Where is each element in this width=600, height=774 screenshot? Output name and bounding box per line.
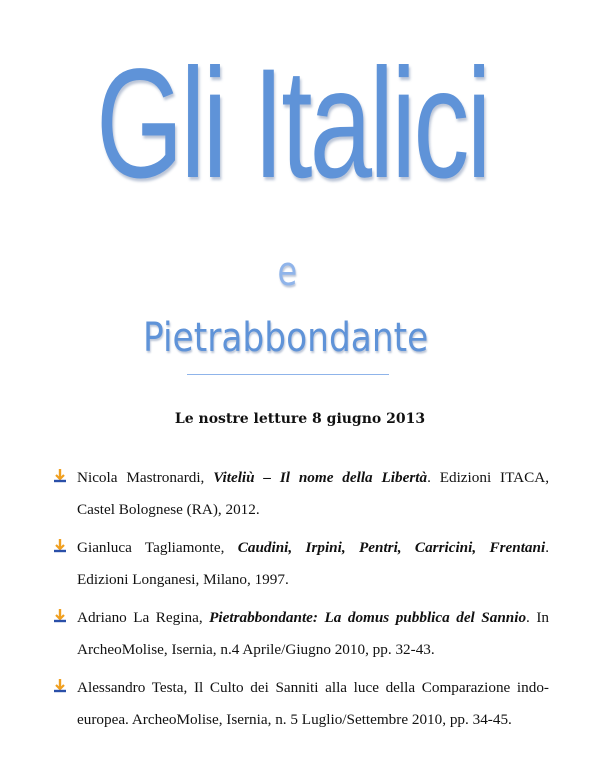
arrow-bullet-icon — [53, 538, 67, 554]
entry-title: Viteliù – Il nome della Libertà — [213, 469, 428, 486]
entry-line — [77, 532, 549, 564]
bibliography-entry — [53, 672, 549, 736]
entry-author: Adriano La Regina, — [77, 609, 210, 626]
entry-publisher: . Edizioni ITACA, — [427, 469, 549, 486]
bibliography-entry — [53, 462, 549, 526]
bibliography-entry — [53, 602, 549, 666]
entry-line: ArcheoMolise, Isernia, n.4 Aprile/Giugno 2010, pp. 32-43. — [77, 641, 435, 658]
entry-title: Caudini, Irpini, Pentri, Carricini, Frentani — [237, 539, 546, 556]
entry-line — [77, 602, 549, 634]
entry-publisher: . — [545, 539, 549, 556]
arrow-bullet-icon — [53, 678, 67, 694]
section-heading: Le nostre letture 8 giugno 2013 — [174, 411, 426, 427]
entry-line: Alessandro Testa, Il Culto dei Sanniti alla luce della Comparazione indo- — [77, 679, 549, 696]
title-conjunction: e — [277, 249, 298, 295]
bibliography-entry — [53, 532, 549, 596]
entry-line: europea. ArcheoMolise, Isernia, n. 5 Luglio/Settembre 2010, pp. 34-45. — [77, 711, 512, 728]
arrow-bullet-icon — [53, 608, 67, 624]
title-subtitle: Pietrabbondante — [143, 315, 429, 361]
entry-author: Nicola Mastronardi, — [77, 469, 214, 486]
arrow-bullet-icon — [53, 468, 67, 484]
title-main: Gli Italici — [96, 37, 489, 211]
entry-line: Castel Bolognese (RA), 2012. — [77, 501, 260, 518]
entry-line: Edizioni Longanesi, Milano, 1997. — [77, 571, 289, 588]
entry-publisher: . In — [526, 609, 550, 626]
bibliography-list — [53, 462, 549, 742]
entry-line — [77, 462, 549, 494]
title-divider — [187, 374, 389, 375]
entry-author: Gianluca Tagliamonte, — [77, 539, 238, 556]
entry-title: Pietrabbondante: La domus pubblica del Sannio — [209, 609, 527, 626]
